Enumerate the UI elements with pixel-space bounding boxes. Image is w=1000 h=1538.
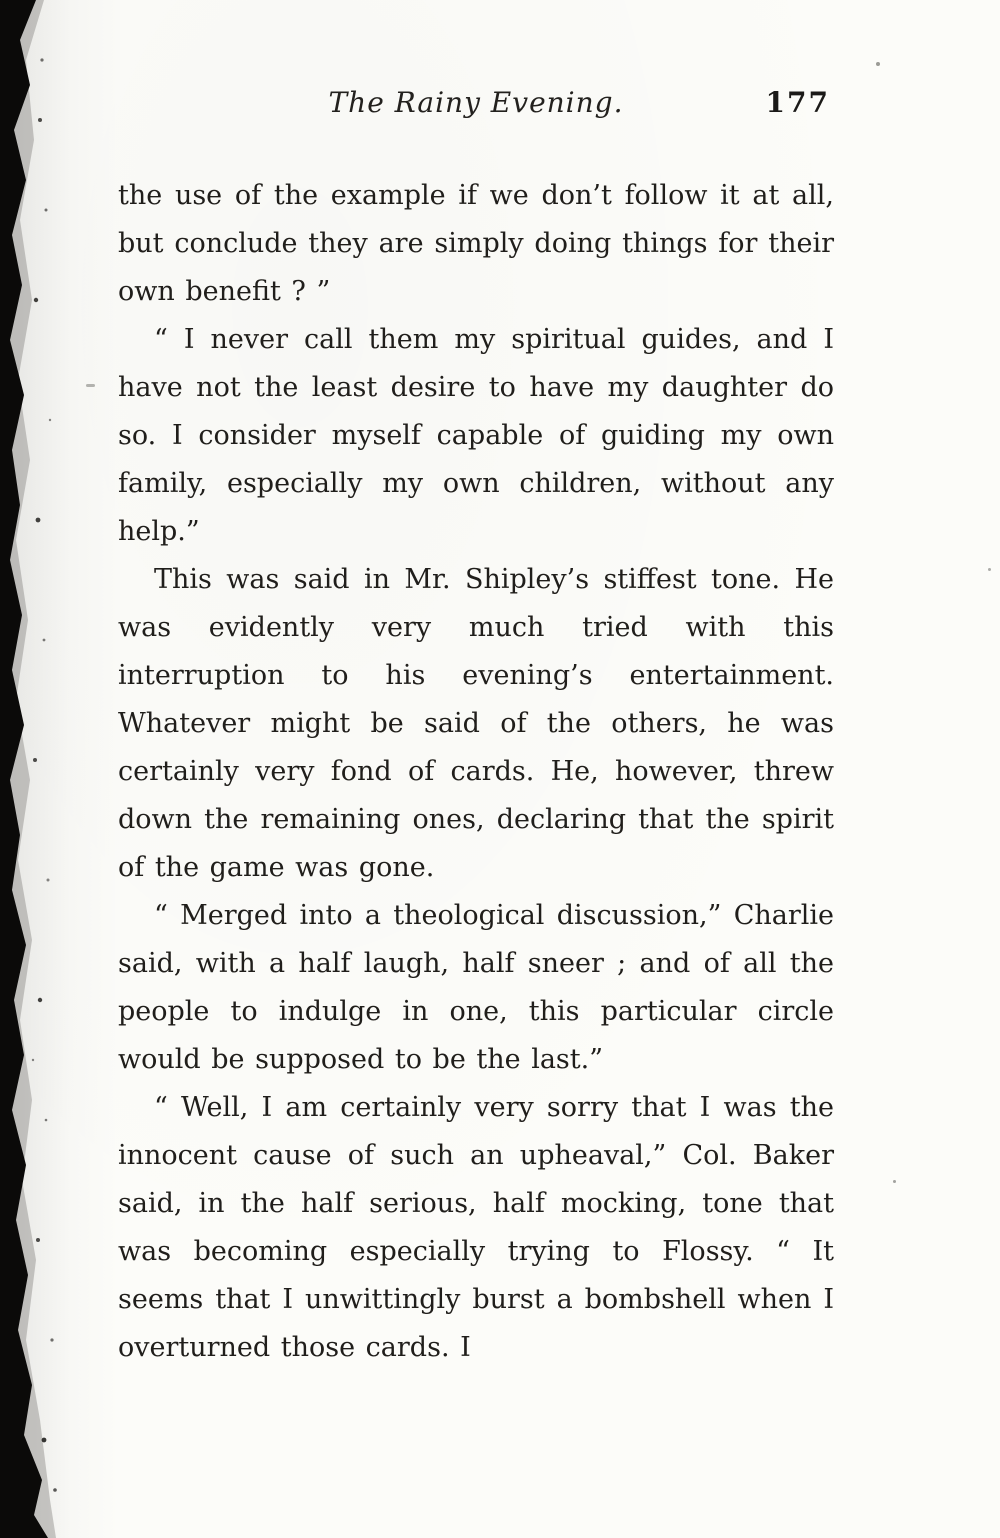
- paragraph: This was said in Mr. Shipley’s stiffest tone. He was evidently very much tried with this interruption to his evening’s entertainment. Whatever might be said of the others, he was certainly very fond of cards. He, however, threw down the remaining ones, declaring that the spirit of the game was gone.: [118, 564, 834, 883]
- running-head: [118, 86, 834, 126]
- paragraph: the use of the example if we don’t follow it at all, but conclude they are simply doing things for their own benefit ? ”: [118, 180, 834, 307]
- scan-speck: [893, 1180, 896, 1183]
- page-number: 177: [765, 86, 830, 119]
- body-text: [118, 172, 834, 1372]
- chapter-running-title: The Rainy Evening.: [328, 86, 624, 119]
- paragraph: “ I never call them my spiritual guides, and I have not the least desire to have my daughter do so. I consider myself capable of guiding my own family, especially my own children, without any help.”: [118, 324, 834, 547]
- page-content: [118, 86, 834, 1372]
- paragraph: “ Well, I am certainly very sorry that I was the innocent cause of such an upheaval,” Col. Baker said, in the half serious, half mocking, tone that was becoming especially trying to Flossy. “ It seems that I unwittingly burst a bombshell when I overturned those cards. I: [118, 1092, 834, 1363]
- scan-binding-artifact: [0, 0, 70, 1538]
- scan-speck: [988, 568, 991, 571]
- scan-speck: [86, 384, 95, 387]
- paragraph: “ Merged into a theological discussion,” Charlie said, with a half laugh, half sneer ; and of all the people to indulge in one, this particular circle would be supposed to be the last.”: [118, 900, 834, 1075]
- scan-speck: [876, 62, 880, 66]
